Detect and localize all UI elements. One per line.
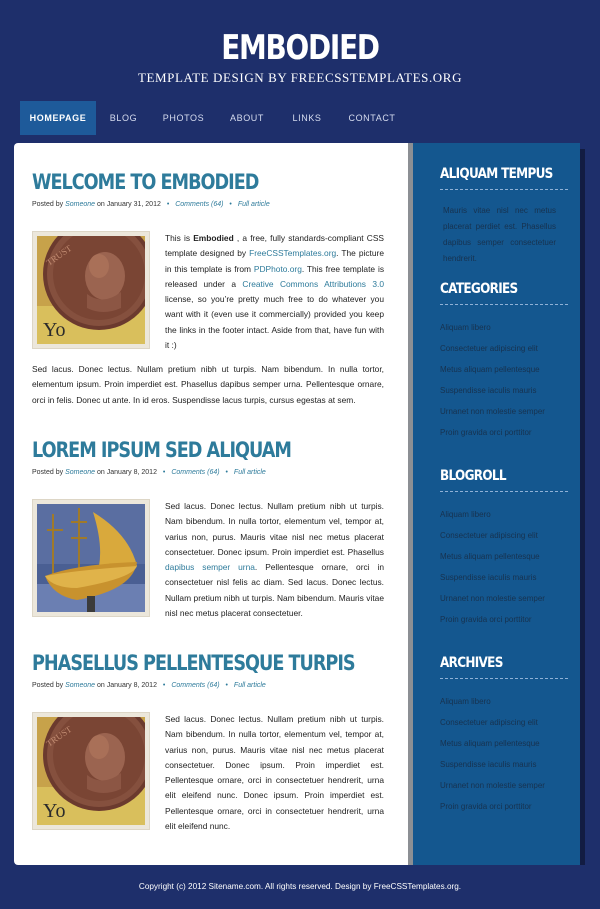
footer-copyright: Copyright (c) 2012 Sitename.com. All rights reserved. Design by FreeCSSTemplates.org. <box>138 882 462 891</box>
site-header <box>0 0 600 100</box>
sidebar-link[interactable]: Aliquam libero <box>440 510 491 519</box>
body-text: Sed lacus. Donec lectus. Nullam pretium nibh ut turpis. Nam bibendum. In nulla tortor, elementum vel, tempor at, varius non, purus. Mauris vitae nisl nec metus placerat consectetuer. Donec ipsum. Proin imperdiet est. Phasellus <box>165 501 384 557</box>
body-text: This is <box>165 233 194 243</box>
svg-text:TRUST: TRUST <box>44 724 74 749</box>
date-prefix: on <box>97 682 105 689</box>
meta-separator: • <box>166 201 170 208</box>
body-text: , a free, fully standards-compliant CSS template designed by <box>165 233 384 259</box>
author-link[interactable]: Someone <box>65 469 96 476</box>
sidebar-section-blogroll <box>440 467 568 630</box>
meta-separator: • <box>225 682 228 689</box>
sidebar-link[interactable]: Consectetuer adipiscing elit <box>440 531 538 540</box>
post-thumbnail[interactable] <box>32 231 150 349</box>
sidebar-link[interactable]: Urnanet non molestie semper <box>440 594 545 603</box>
sidebar-link[interactable]: Consectetuer adipiscing elit <box>440 344 538 353</box>
sidebar-section-categories <box>440 280 568 443</box>
sidebar-divider <box>440 678 568 679</box>
menu-item-links[interactable]: LINKS <box>292 113 322 123</box>
author-link[interactable]: Someone <box>65 201 96 208</box>
post-title[interactable]: WELCOME TO EMBODIED <box>32 170 259 194</box>
sidebar-link[interactable]: Suspendisse iaculis mauris <box>440 386 537 395</box>
freecsstemplates-link[interactable]: FreeCSSTemplates.org <box>249 248 337 259</box>
post-extra-paragraph: Sed lacus. Donec lectus. Nullam pretium nibh ut turpis. Nam bibendum. In nulla tortor, elementum ipsum. Proin imperdiet est. Phasellus dapibus semper urna. Pellentesque ornare, orci in felis. Donec ut ante. In id eros. Suspendisse lacus turpis, cursus egestas at sem. <box>32 364 384 405</box>
sidebar-link[interactable]: Proin gravida orci porttitor <box>440 802 532 811</box>
site-subtitle: TEMPLATE DESIGN BY FREECSSTEMPLATES.ORG <box>137 70 463 85</box>
sidebar-link[interactable]: Aliquam libero <box>440 697 491 706</box>
menu-item-photos[interactable]: PHOTOS <box>162 113 205 123</box>
menu-item-homepage[interactable]: HOMEPAGE <box>20 101 96 135</box>
body-text: . Pellentesque ornare, orci in consectetuer nisl felis ac diam. Sed lacus. Donec lectus. Nullam pretium nibh ut turpis. Nam bibendum. Mauris vitae nisl nec metus placerat consectetuer. <box>165 562 384 619</box>
sidebar-divider <box>440 491 568 492</box>
sidebar-text: Mauris vitae nisl nec metus placerat perdiet est. Phasellus dapibus semper consectetuer hendrerit. <box>443 206 556 263</box>
sidebar-section-aliquam <box>440 165 568 267</box>
full-article-link[interactable]: Full article <box>233 682 266 689</box>
creative-commons-link[interactable]: Creative Commons Attributions 3.0 <box>242 278 384 289</box>
post-title[interactable]: LOREM IPSUM SED ALIQUAM <box>32 438 291 462</box>
penny-coin-image <box>37 717 145 825</box>
post-date: January 31, 2012 <box>106 201 161 208</box>
meta-separator: • <box>225 469 228 476</box>
date-prefix: on <box>97 469 105 476</box>
categories-list <box>440 317 568 443</box>
archives-list <box>440 691 568 817</box>
sidebar-title: ALIQUAM TEMPUS <box>440 166 553 182</box>
svg-text:TRUST: TRUST <box>44 243 74 268</box>
sidebar-section-archives <box>440 654 568 817</box>
post-thumbnail[interactable] <box>32 499 150 617</box>
full-article-link[interactable]: Full article <box>237 201 270 208</box>
author-link[interactable]: Someone <box>65 682 96 689</box>
body-text: . The picture in this template is from <box>165 248 384 274</box>
post-title[interactable]: PHASELLUS PELLENTESQUE TURPIS <box>32 651 355 675</box>
sidebar-link[interactable]: Proin gravida orci porttitor <box>440 428 532 437</box>
comments-link[interactable]: Comments (64) <box>171 469 220 476</box>
post-2 <box>32 437 384 627</box>
sidebar-title: ARCHIVES <box>440 655 503 671</box>
comments-link[interactable]: Comments (64) <box>175 201 224 208</box>
posted-by-label: Posted by <box>32 682 64 689</box>
sidebar-link[interactable]: Metus aliquam pellentesque <box>440 365 540 374</box>
svg-text:Yo: Yo <box>43 319 66 341</box>
meta-separator: • <box>229 201 232 208</box>
blogroll-list <box>440 504 568 630</box>
body-strong: Embodied <box>193 233 234 243</box>
main-menu <box>20 101 408 135</box>
post-body <box>165 712 384 834</box>
ship-sculpture-image <box>37 504 145 612</box>
sidebar-link[interactable]: Metus aliquam pellentesque <box>440 552 540 561</box>
body-text: license, so you’re pretty much free to do whatever you want with it (even use it commercially) provided you keep the links in the footer intact. Aside from that, have fun with it :) <box>165 294 384 351</box>
body-text: Sed lacus. Donec lectus. Nullam pretium nibh ut turpis. Nam bibendum. In nulla tortor, elementum vel, tempor at, varius non, purus. Mauris vitae nisl nec metus placerat consectetuer. Donec ipsum. Proin imperdiet est. Pellentesque ornare, orci in consectetuer hendrerit, urna elit eleifend nunc. Donec ipsum. Proin imperdiet est. Pellentesque ornare, orci in consectetuer hendrerit, urna elit eleifend nunc. <box>165 714 384 832</box>
date-prefix: on <box>97 201 105 208</box>
menu-item-blog[interactable]: BLOG <box>109 113 138 123</box>
sidebar-link[interactable]: Suspendisse iaculis mauris <box>440 760 537 769</box>
dapibus-link[interactable]: dapibus semper urna <box>165 562 255 573</box>
sidebar-link[interactable]: Aliquam libero <box>440 323 491 332</box>
post-date: January 8, 2012 <box>106 682 157 689</box>
post-3 <box>32 650 384 840</box>
sidebar-link[interactable]: Metus aliquam pellentesque <box>440 739 540 748</box>
sidebar-shadow <box>580 149 585 865</box>
posted-by-label: Posted by <box>32 469 64 476</box>
sidebar-title: CATEGORIES <box>440 281 518 297</box>
post-meta <box>32 200 384 210</box>
site-title[interactable]: EMBODIED <box>221 28 379 68</box>
post-meta <box>32 681 384 691</box>
post-body <box>165 499 384 621</box>
post-date: January 8, 2012 <box>106 469 157 476</box>
comments-link[interactable]: Comments (64) <box>171 682 220 689</box>
sidebar-link[interactable]: Urnanet non molestie semper <box>440 407 545 416</box>
menu-item-about[interactable]: ABOUT <box>229 113 264 123</box>
sidebar-title: BLOGROLL <box>440 468 506 484</box>
pdphoto-link[interactable]: PDPhoto.org <box>253 263 302 274</box>
sidebar-link[interactable]: Suspendisse iaculis mauris <box>440 573 537 582</box>
sidebar-link[interactable]: Urnanet non molestie semper <box>440 781 545 790</box>
post-meta <box>32 468 384 478</box>
penny-coin-image <box>37 236 145 344</box>
posted-by-label: Posted by <box>32 201 64 208</box>
sidebar-divider <box>440 304 568 305</box>
body-text: . This free template is released under a <box>165 263 385 289</box>
sidebar-link[interactable]: Proin gravida orci porttitor <box>440 615 532 624</box>
meta-separator: • <box>162 682 166 689</box>
post-1 <box>32 169 384 409</box>
menu-item-contact[interactable]: CONTACT <box>348 113 396 123</box>
sidebar-link[interactable]: Consectetuer adipiscing elit <box>440 718 538 727</box>
post-body <box>165 231 384 353</box>
meta-separator: • <box>162 469 166 476</box>
svg-text:Yo: Yo <box>43 800 66 822</box>
post-thumbnail[interactable] <box>32 712 150 830</box>
sidebar-divider <box>440 189 568 190</box>
full-article-link[interactable]: Full article <box>233 469 266 476</box>
